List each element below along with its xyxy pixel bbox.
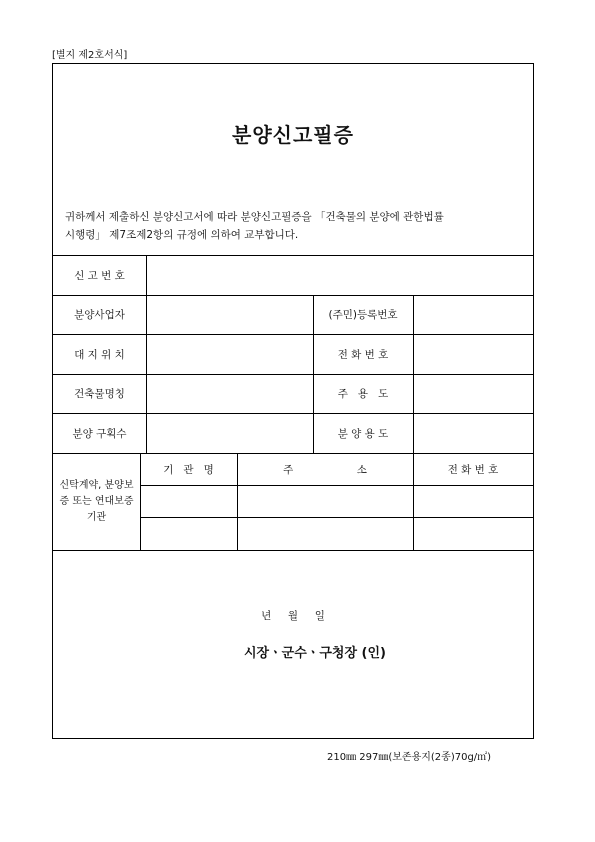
intro-line-1: 귀하께서 제출하신 분양신고서에 따라 분양신고필증을 「건축물의 분양에 관한법률 <box>65 211 444 223</box>
building-name-label: 건축물명칭 <box>74 388 125 400</box>
row-divider <box>140 485 533 486</box>
intro-text <box>65 208 515 244</box>
site-location-label: 대 지 위 치 <box>74 348 125 361</box>
institution-name-header: 기 관 명 <box>163 463 214 476</box>
form-code: [별지 제2호서식] <box>52 50 128 61</box>
trust-label-line-2: 증 또는 연대보증 <box>59 495 134 507</box>
row-divider <box>53 550 533 551</box>
unit-count-label: 분양 구획수 <box>72 427 127 440</box>
paper-size-note: 210㎜ 297㎜(보존용지(2종)70g/㎡) <box>327 752 492 763</box>
registration-number-label: (주민)등록번호 <box>328 309 398 321</box>
page-title: 분양신고필증 <box>232 123 354 147</box>
issue-date: 년 월 일 <box>261 610 325 622</box>
report-number-label: 신 고 번 호 <box>74 269 125 282</box>
row-divider <box>140 517 533 518</box>
sale-use-label: 분 양 용 도 <box>337 427 389 440</box>
address-header: 주 소 <box>283 463 367 476</box>
trust-label-line-3: 기관 <box>86 511 107 523</box>
institution-phone-header: 전 화 번 호 <box>447 463 499 476</box>
main-use-label: 주 용 도 <box>337 388 389 400</box>
operator-label: 분양사업자 <box>74 309 125 321</box>
column-divider <box>413 295 414 453</box>
intro-line-2: 시행령」 제7조제2항의 규정에 의하여 교부합니다. <box>65 229 299 241</box>
issuer-signature: 시장ㆍ군수ㆍ구청장 (인) <box>244 646 386 661</box>
trust-label-line-1: 신탁계약, 분양보 <box>59 479 134 491</box>
column-divider <box>146 255 147 453</box>
certificate-frame <box>52 63 534 739</box>
phone-label: 전 화 번 호 <box>337 348 389 361</box>
trust-institution-label <box>53 453 140 550</box>
